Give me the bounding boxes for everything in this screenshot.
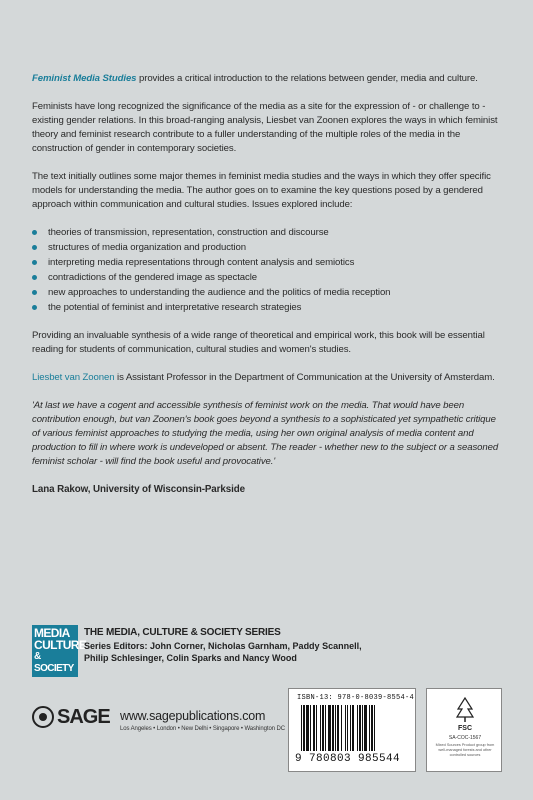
publisher-cities: Los Angeles • London • New Delhi • Singapore • Washington DC — [120, 726, 285, 732]
series-title: THE MEDIA, CULTURE & SOCIETY SERIES — [84, 627, 281, 638]
barcode-icon — [301, 705, 405, 753]
author-bio — [32, 371, 502, 385]
bullet-icon — [32, 305, 37, 310]
bullet-icon — [32, 230, 37, 235]
series-editors: Series Editors: John Corner, Nicholas Garnham, Paddy Scannell, Philip Schlesinger, Colin Sparks and Nancy Wood — [84, 641, 362, 663]
publisher-url: www.sagepublications.com — [120, 709, 266, 723]
review-quote-author: Lana Rakow, University of Wisconsin-Parkside — [32, 484, 245, 495]
series-logo-line: & SOCIETY — [34, 651, 74, 674]
fsc-tree-icon — [455, 697, 475, 723]
barcode-digits: 9 780803 985544 — [295, 753, 401, 765]
isbn-label: ISBN-13: 978-0-8039-8554-4 — [297, 694, 415, 702]
list-item-text: the potential of feminist and interpretative research strategies — [48, 302, 302, 313]
issues-list — [32, 226, 502, 315]
bullet-icon — [32, 275, 37, 280]
description-paragraph: Feminists have long recognized the significance of the media as a site for the expression of - or challenge to - existing gender relations. In this broad-ranging analysis, Liesbet van Zoonen explores the ways in which feminist theory and feminist research contribute to a fuller understanding of the multiple roles of the media in the construction of gender in contemporary societies. — [32, 101, 498, 154]
bullet-icon — [32, 245, 37, 250]
list-item — [32, 256, 502, 270]
series-logo — [32, 625, 87, 677]
outline-paragraph: The text initially outlines some major themes in feminist media studies and the ways in which they offer specific models for understanding the media. The author goes on to examine the key questions posed by a gendered approach within communication and cultural studies. Issues explored include: — [32, 171, 491, 210]
bullet-icon — [32, 290, 37, 295]
list-item — [32, 286, 502, 300]
fsc-box — [426, 688, 502, 772]
summary-paragraph: Providing an invaluable synthesis of a wide range of theoretical and empirical work, this book will be essential reading for students of communication, cultural studies and women's studies. — [32, 330, 485, 355]
list-item-text: new approaches to understanding the audience and the politics of media reception — [48, 287, 391, 298]
publisher-block — [32, 706, 292, 736]
fsc-code: SA-COC-1567 — [448, 735, 482, 741]
list-item — [32, 241, 502, 255]
list-item — [32, 271, 502, 285]
list-item — [32, 301, 502, 315]
author-name: Liesbet van Zoonen — [32, 372, 115, 383]
list-item-text: contradictions of the gendered image as spectacle — [48, 272, 257, 283]
author-bio-text: is Assistant Professor in the Department of Communication at the University of Amsterdam. — [114, 372, 495, 383]
list-item-text: structures of media organization and production — [48, 242, 246, 253]
publisher-name: SAGE — [57, 706, 110, 728]
intro-paragraph — [32, 72, 502, 86]
bullet-icon — [32, 260, 37, 265]
barcode-box — [288, 688, 416, 772]
list-item-text: interpreting media representations through content analysis and semiotics — [48, 257, 355, 268]
list-item-text: theories of transmission, representation, construction and discourse — [48, 227, 329, 238]
sage-logo-icon — [32, 706, 54, 728]
list-item — [32, 226, 502, 240]
blurb — [32, 72, 502, 497]
intro-text: provides a critical introduction to the relations between gender, media and culture. — [136, 73, 478, 84]
review-quote: 'At last we have a cogent and accessible synthesis of feminist work on the media. That would have been contribution enough, but van Zoonen's book goes beyond a synthesis to a sophisticated yet sympathetic critique of various feminist approaches to studying the media, using her own original analysis of media content and production to fill in where work is undeveloped or absent. The reader - whether new to the subject or a seasoned feminist scholar - will find the book useful and provocative.' — [32, 400, 499, 467]
book-title: Feminist Media Studies — [32, 73, 137, 84]
series-block — [32, 625, 502, 685]
fsc-label: FSC — [458, 725, 472, 732]
series-logo-line: MEDIA — [34, 626, 70, 640]
fsc-small-print: Mixed Sources Product group from well-managed forests and other controlled sources — [435, 743, 495, 757]
series-logo-line: CULTURE — [34, 638, 87, 652]
